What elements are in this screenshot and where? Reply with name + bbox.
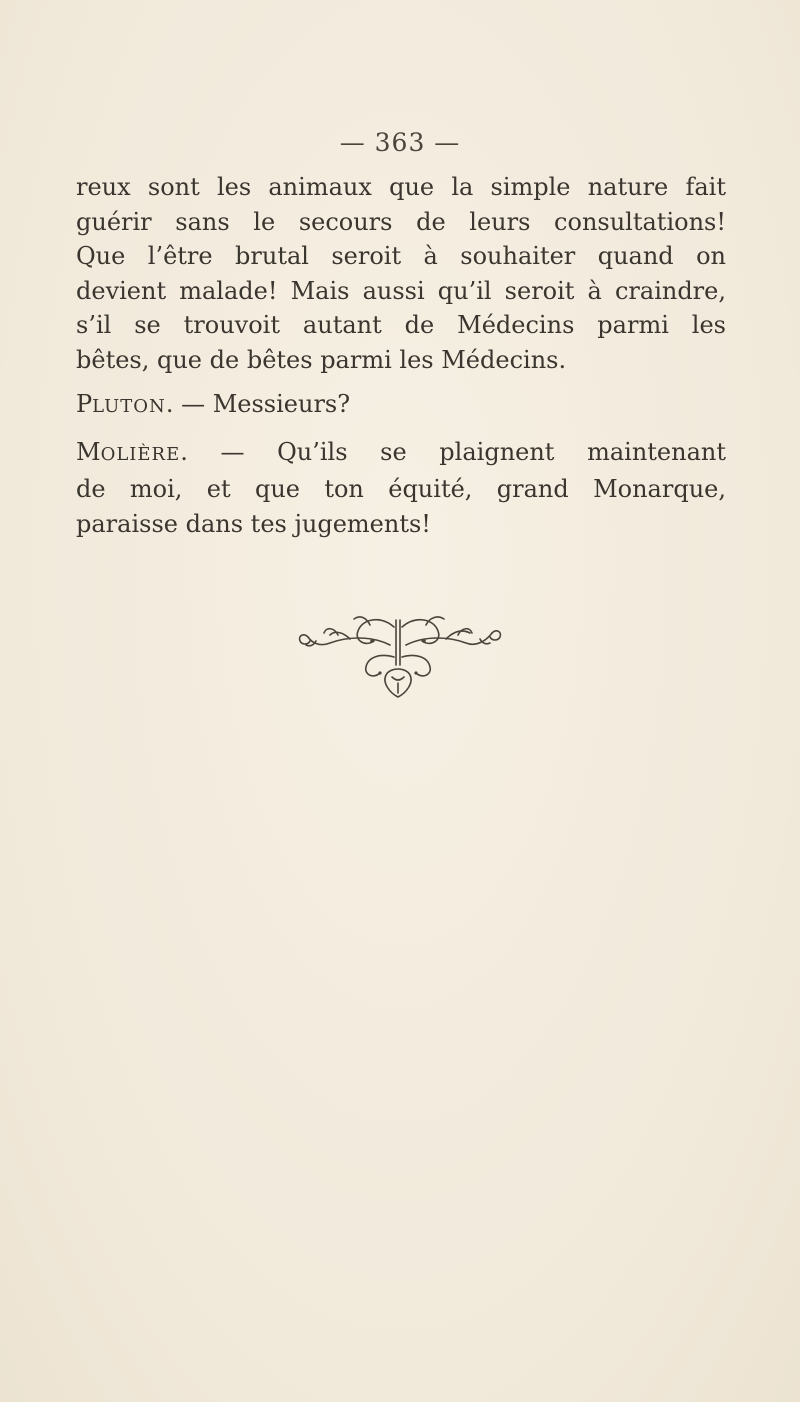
text-line: devient malade! Mais aussi qu’il seroit à craindre, <box>76 276 726 305</box>
speech-text: . — Qu’ils se plaignent maintenant <box>180 437 726 466</box>
speaker-name: OLIÈRE <box>100 443 181 465</box>
speaker-name: LUTON <box>92 396 166 417</box>
text-line <box>76 387 726 425</box>
paragraph-moliere <box>76 435 726 542</box>
text-line: de moi, et que ton équité, grand Monarque, <box>76 475 726 503</box>
paragraph-pluton <box>76 387 726 425</box>
text-line: bêtes, que de bêtes parmi les Médecins. <box>76 345 567 374</box>
floral-tailpiece-icon <box>250 605 550 700</box>
speaker-initial: M <box>76 437 101 466</box>
text-line: Que l’être brutal seroit à souhaiter quand on <box>76 242 726 270</box>
page-number: — 363 — <box>339 128 461 157</box>
speech-text: . — Messieurs? <box>165 390 351 418</box>
text-line: s’il se trouvoit autant de Médecins parmi les <box>76 311 726 339</box>
speaker-initial: P <box>76 390 93 418</box>
text-body <box>76 170 726 541</box>
text-line <box>76 435 726 473</box>
text-line: paraisse dans tes jugements! <box>76 509 431 538</box>
text-line: guérir sans le secours de leurs consultations! <box>76 207 726 236</box>
text-line: reux sont les animaux que la simple nature fait <box>76 173 726 201</box>
paragraph-continuation <box>76 170 726 377</box>
